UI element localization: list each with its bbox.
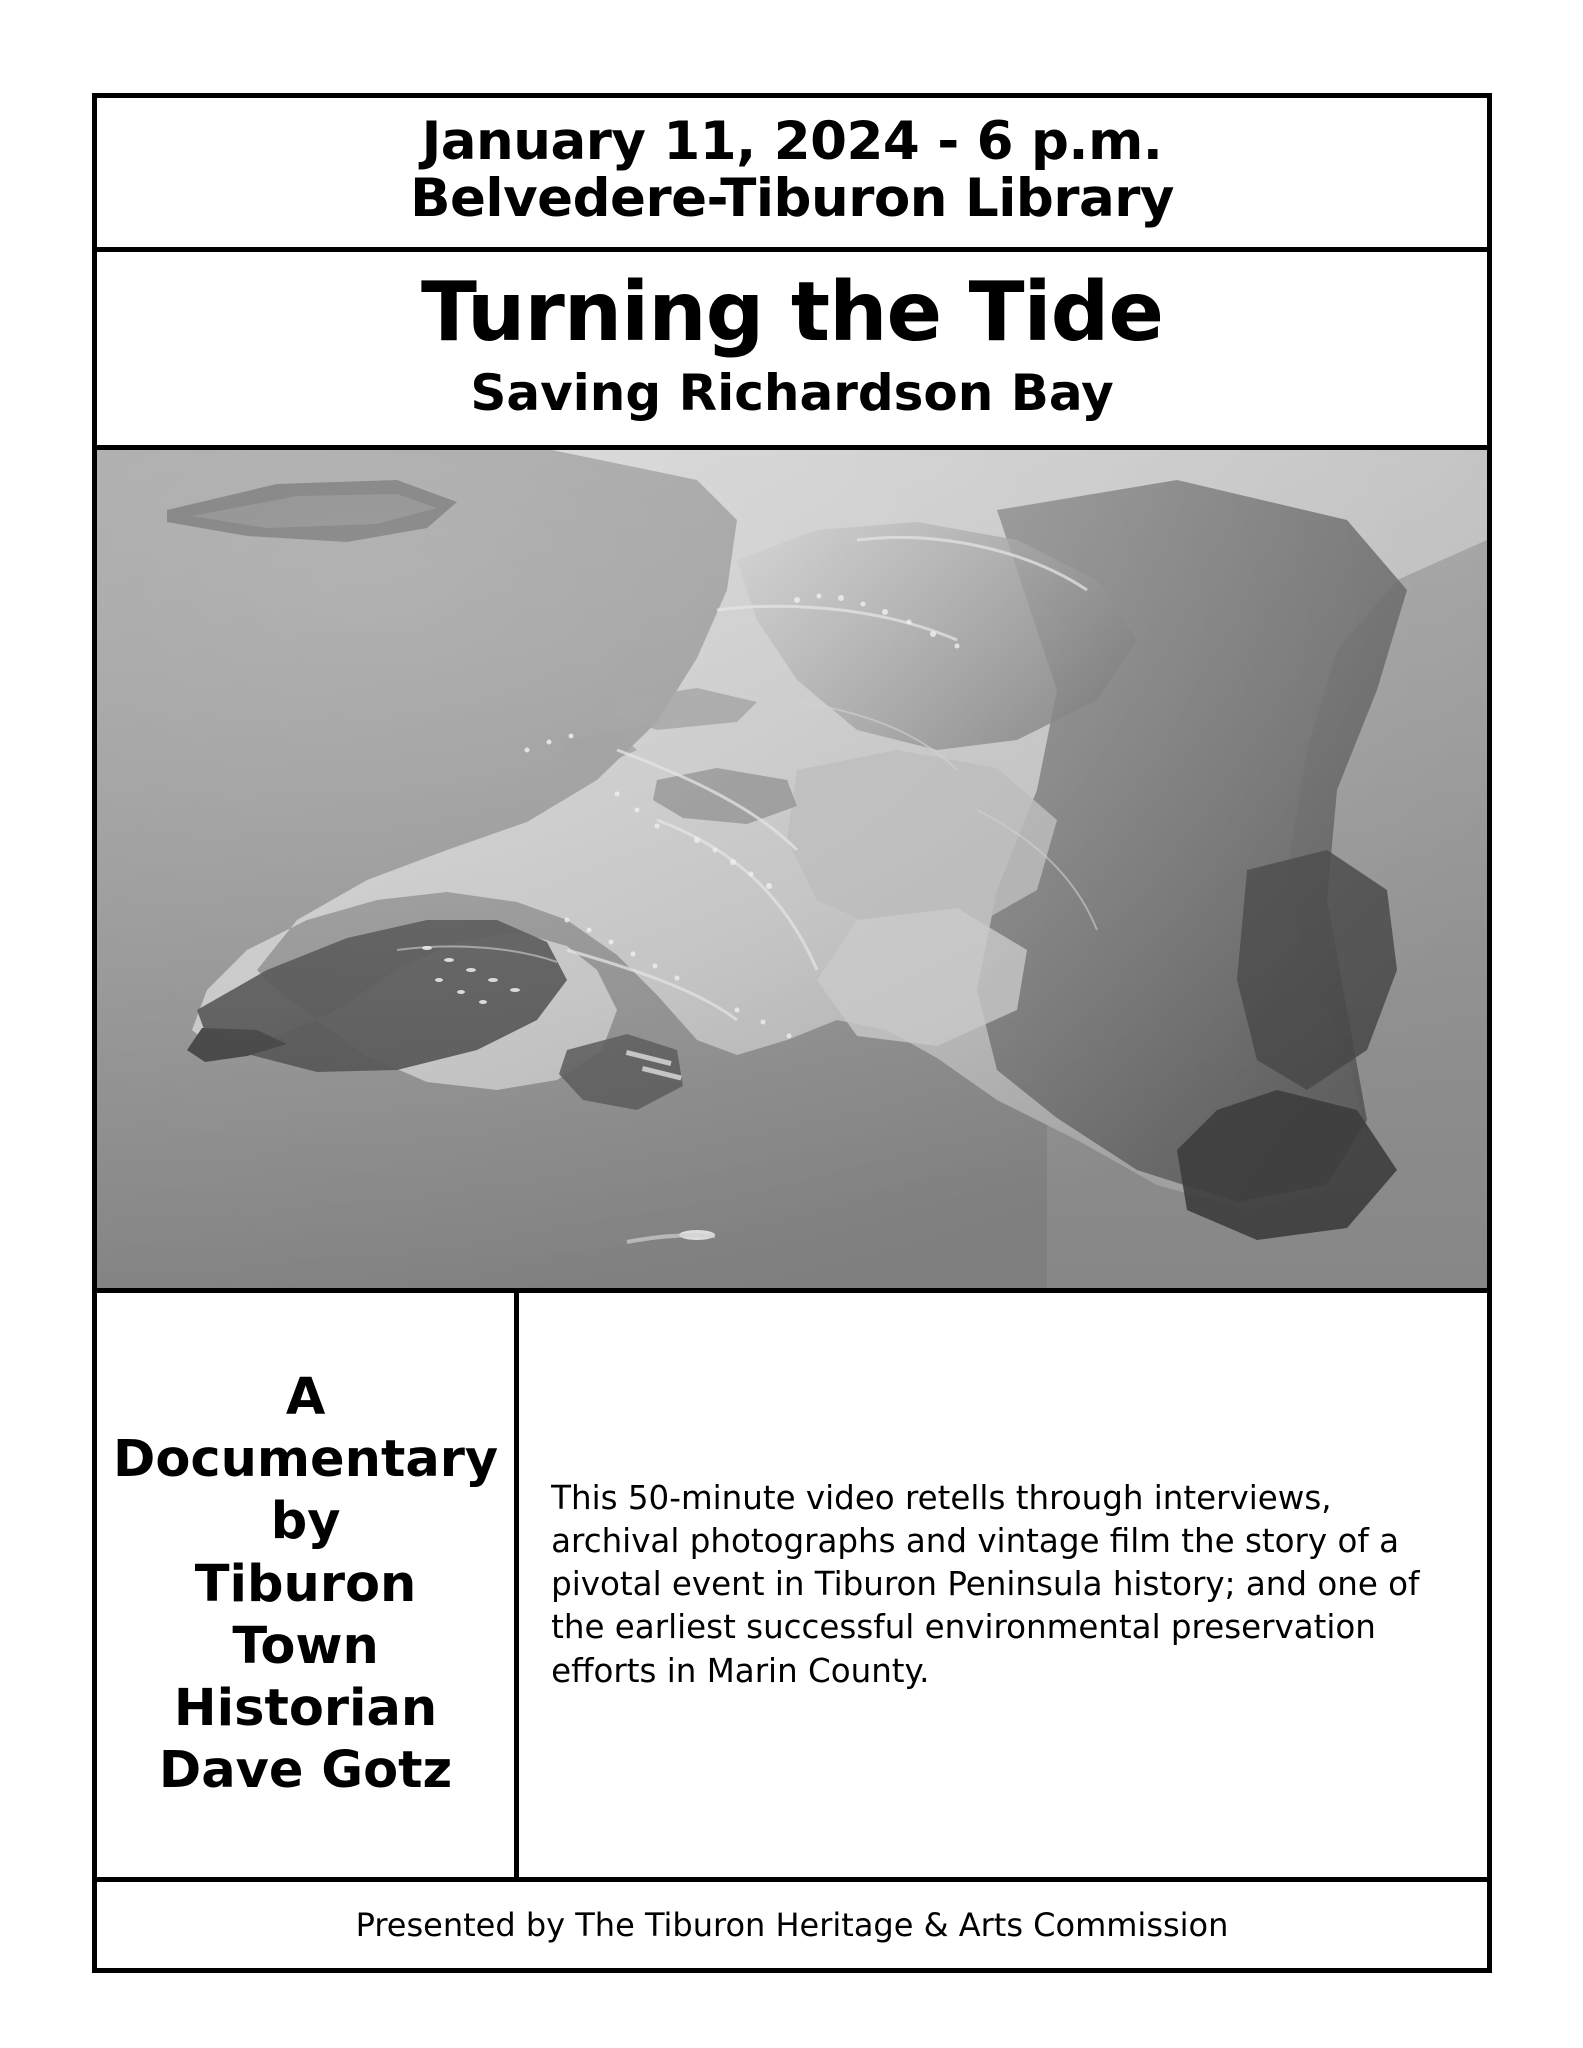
credit-line-2: Tiburon Town — [194, 1554, 417, 1676]
credit-line-1: A Documentary by — [113, 1367, 499, 1552]
event-venue: Belvedere-Tiburon Library — [410, 167, 1174, 229]
description-text: This 50-minute video retells through interviews, archival photographs and vintage film the story of a pivotal event in Tiburon Peninsula history; and one of the earliest successful environmental preservation efforts in Marin County. — [551, 1478, 1420, 1690]
poster-subtitle: Saving Richardson Bay — [470, 363, 1114, 422]
poster-title: Turning the Tide — [421, 265, 1163, 361]
title-band — [97, 252, 1487, 449]
presented-by-text: Presented by The Tiburon Heritage & Arts Commission — [355, 1906, 1229, 1944]
documentary-credit — [113, 1367, 498, 1803]
credit-line-3: Historian — [173, 1679, 438, 1739]
credit-line-4: Dave Gotz — [158, 1741, 453, 1801]
lower-band — [97, 1293, 1487, 1883]
footer-band — [97, 1882, 1487, 1968]
header-band — [97, 98, 1487, 252]
aerial-photo-tiburon-peninsula — [97, 450, 1487, 1288]
event-poster — [92, 93, 1492, 1973]
description-column — [519, 1293, 1487, 1878]
event-date-time: January 11, 2024 - 6 p.m. — [421, 111, 1163, 172]
photo-band — [97, 450, 1487, 1293]
credit-column — [97, 1293, 519, 1878]
